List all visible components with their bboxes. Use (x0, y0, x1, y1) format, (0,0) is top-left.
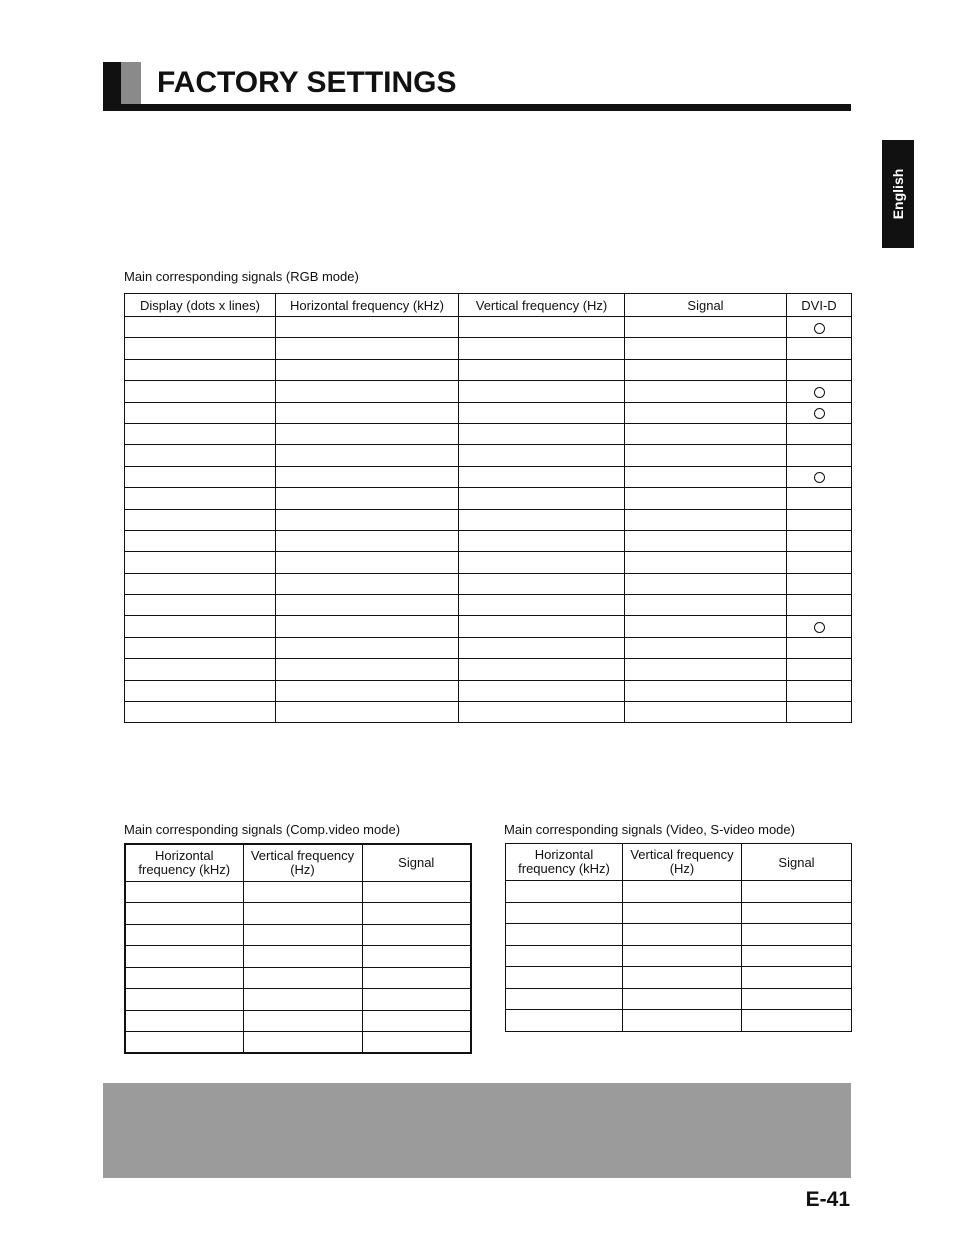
table-cell (742, 881, 852, 903)
column-header: Vertical frequency (Hz) (243, 844, 362, 881)
table-cell (623, 945, 742, 967)
column-header: Display (dots x lines) (125, 294, 276, 317)
table-row (125, 573, 852, 594)
table-row (506, 924, 852, 946)
table-row (125, 989, 471, 1011)
table-cell (125, 903, 243, 925)
table-cell (125, 423, 276, 444)
table-row (125, 359, 852, 380)
column-header: Signal (742, 844, 852, 881)
table-cell (125, 552, 276, 573)
table-cell (787, 552, 852, 573)
table-cell (362, 989, 471, 1011)
column-header: Horizontal frequency (kHz) (276, 294, 459, 317)
table-cell (276, 573, 459, 594)
table-cell (125, 338, 276, 359)
table-cell (125, 616, 276, 637)
table-cell (787, 317, 852, 338)
table-cell (276, 552, 459, 573)
table-row (125, 466, 852, 487)
table-row (506, 988, 852, 1010)
table-cell (276, 359, 459, 380)
table-cell (459, 317, 625, 338)
table-cell (459, 659, 625, 680)
table-cell (276, 466, 459, 487)
table-cell (276, 488, 459, 509)
table-row (125, 702, 852, 723)
table-cell (625, 423, 787, 444)
table-cell (459, 381, 625, 402)
language-tab (882, 140, 914, 248)
dvi-supported-circle-icon (814, 387, 825, 398)
table-cell (362, 903, 471, 925)
page-number: E-41 (805, 1188, 850, 1211)
table-row (506, 1010, 852, 1032)
table-cell (276, 402, 459, 423)
table-cell (625, 659, 787, 680)
comp-table-caption: Main corresponding signals (Comp.video mode) (124, 822, 401, 837)
table-cell (125, 946, 243, 968)
table-cell (787, 445, 852, 466)
table-cell (125, 1032, 243, 1054)
table-cell (362, 1032, 471, 1054)
table-cell (362, 924, 471, 946)
table-row (506, 902, 852, 924)
column-header: Vertical frequency (Hz) (623, 844, 742, 881)
table-cell (125, 989, 243, 1011)
table-cell (625, 616, 787, 637)
title-rule (103, 104, 851, 111)
table-cell (276, 637, 459, 658)
page-title: FACTORY SETTINGS (157, 66, 457, 99)
video-table-header-row (506, 844, 852, 881)
table-row (125, 552, 852, 573)
column-header: Vertical frequency (Hz) (459, 294, 625, 317)
table-row (125, 338, 852, 359)
table-cell (125, 509, 276, 530)
table-cell (125, 317, 276, 338)
table-cell (362, 946, 471, 968)
table-cell (243, 881, 362, 903)
table-cell (125, 1010, 243, 1032)
table-row (125, 967, 471, 989)
table-cell (742, 924, 852, 946)
rgb-signal-table (124, 293, 852, 723)
table-cell (125, 402, 276, 423)
table-cell (276, 423, 459, 444)
table-cell (243, 1010, 362, 1032)
table-cell (625, 338, 787, 359)
table-cell (623, 988, 742, 1010)
table-cell (243, 1032, 362, 1054)
table-cell (243, 903, 362, 925)
table-cell (362, 881, 471, 903)
table-cell (459, 680, 625, 701)
table-cell (625, 445, 787, 466)
table-row (506, 945, 852, 967)
title-accent-dark (103, 62, 121, 106)
table-cell (787, 659, 852, 680)
table-cell (459, 423, 625, 444)
table-cell (625, 595, 787, 616)
table-cell (787, 530, 852, 551)
table-cell (125, 924, 243, 946)
table-cell (276, 445, 459, 466)
page-title-block (103, 62, 851, 112)
table-cell (625, 359, 787, 380)
comp-table-header-row (125, 844, 471, 881)
table-cell (125, 530, 276, 551)
table-cell (742, 945, 852, 967)
table-cell (787, 680, 852, 701)
table-cell (625, 702, 787, 723)
table-row (125, 924, 471, 946)
table-cell (125, 466, 276, 487)
table-cell (625, 573, 787, 594)
table-cell (125, 680, 276, 701)
table-row (125, 1010, 471, 1032)
table-cell (625, 488, 787, 509)
table-row (125, 509, 852, 530)
table-cell (506, 967, 623, 989)
table-cell (276, 381, 459, 402)
table-cell (787, 488, 852, 509)
table-cell (625, 530, 787, 551)
table-row (125, 946, 471, 968)
table-row (125, 903, 471, 925)
dvi-supported-circle-icon (814, 323, 825, 334)
table-row (125, 616, 852, 637)
table-cell (625, 317, 787, 338)
column-header: Signal (362, 844, 471, 881)
table-cell (506, 881, 623, 903)
table-row (125, 402, 852, 423)
dvi-supported-circle-icon (814, 622, 825, 633)
dvi-supported-circle-icon (814, 408, 825, 419)
table-cell (625, 402, 787, 423)
table-cell (459, 509, 625, 530)
table-cell (276, 530, 459, 551)
column-header: DVI-D (787, 294, 852, 317)
table-cell (742, 902, 852, 924)
table-cell (787, 595, 852, 616)
table-cell (506, 902, 623, 924)
comp-video-signal-table (124, 843, 472, 1054)
table-cell (742, 1010, 852, 1032)
table-cell (459, 530, 625, 551)
column-header: Signal (625, 294, 787, 317)
table-cell (459, 466, 625, 487)
table-cell (787, 466, 852, 487)
table-cell (625, 680, 787, 701)
table-cell (742, 967, 852, 989)
language-tab-label: English (890, 168, 906, 220)
table-cell (787, 702, 852, 723)
table-cell (125, 967, 243, 989)
table-row (125, 381, 852, 402)
table-cell (276, 595, 459, 616)
table-cell (125, 595, 276, 616)
table-cell (459, 359, 625, 380)
table-cell (459, 637, 625, 658)
table-cell (276, 659, 459, 680)
table-cell (787, 402, 852, 423)
table-cell (459, 573, 625, 594)
table-cell (623, 881, 742, 903)
table-cell (787, 359, 852, 380)
table-cell (362, 967, 471, 989)
rgb-table-header-row (125, 294, 852, 317)
table-cell (459, 402, 625, 423)
table-cell (243, 967, 362, 989)
table-row (125, 595, 852, 616)
table-cell (623, 967, 742, 989)
table-cell (459, 338, 625, 359)
table-cell (125, 881, 243, 903)
title-accent-gray (121, 62, 141, 106)
table-cell (787, 573, 852, 594)
table-cell (276, 702, 459, 723)
table-cell (243, 924, 362, 946)
column-header: Horizontal frequency (kHz) (506, 844, 623, 881)
table-cell (787, 509, 852, 530)
table-cell (125, 381, 276, 402)
table-cell (459, 595, 625, 616)
table-cell (623, 924, 742, 946)
table-cell (459, 488, 625, 509)
table-cell (625, 381, 787, 402)
table-cell (125, 637, 276, 658)
table-cell (459, 552, 625, 573)
table-cell (787, 423, 852, 444)
table-row (125, 488, 852, 509)
table-cell (276, 338, 459, 359)
table-cell (243, 989, 362, 1011)
table-row (125, 659, 852, 680)
table-cell (125, 659, 276, 680)
table-cell (125, 445, 276, 466)
table-cell (625, 637, 787, 658)
table-cell (787, 381, 852, 402)
table-row (125, 881, 471, 903)
table-row (125, 680, 852, 701)
table-row (506, 881, 852, 903)
table-cell (125, 573, 276, 594)
note-panel (103, 1083, 851, 1178)
table-cell (276, 680, 459, 701)
table-cell (506, 924, 623, 946)
table-cell (623, 902, 742, 924)
video-table-caption: Main corresponding signals (Video, S-video mode) (504, 822, 795, 837)
table-row (125, 445, 852, 466)
table-cell (243, 946, 362, 968)
table-row (125, 1032, 471, 1054)
table-cell (787, 338, 852, 359)
table-row (125, 530, 852, 551)
video-signal-table (505, 843, 852, 1032)
table-cell (362, 1010, 471, 1032)
table-cell (623, 1010, 742, 1032)
table-cell (506, 945, 623, 967)
table-cell (459, 702, 625, 723)
table-cell (276, 317, 459, 338)
table-cell (459, 616, 625, 637)
table-row (125, 637, 852, 658)
table-cell (506, 1010, 623, 1032)
table-cell (125, 488, 276, 509)
table-cell (625, 509, 787, 530)
rgb-table-caption: Main corresponding signals (RGB mode) (124, 269, 359, 284)
table-cell (625, 466, 787, 487)
table-row (125, 423, 852, 444)
table-cell (276, 616, 459, 637)
table-cell (125, 359, 276, 380)
table-cell (276, 509, 459, 530)
table-cell (625, 552, 787, 573)
table-cell (742, 988, 852, 1010)
table-cell (787, 616, 852, 637)
table-cell (787, 637, 852, 658)
table-cell (506, 988, 623, 1010)
table-cell (125, 702, 276, 723)
dvi-supported-circle-icon (814, 472, 825, 483)
table-row (125, 317, 852, 338)
table-row (506, 967, 852, 989)
table-cell (459, 445, 625, 466)
column-header: Horizontal frequency (kHz) (125, 844, 243, 881)
